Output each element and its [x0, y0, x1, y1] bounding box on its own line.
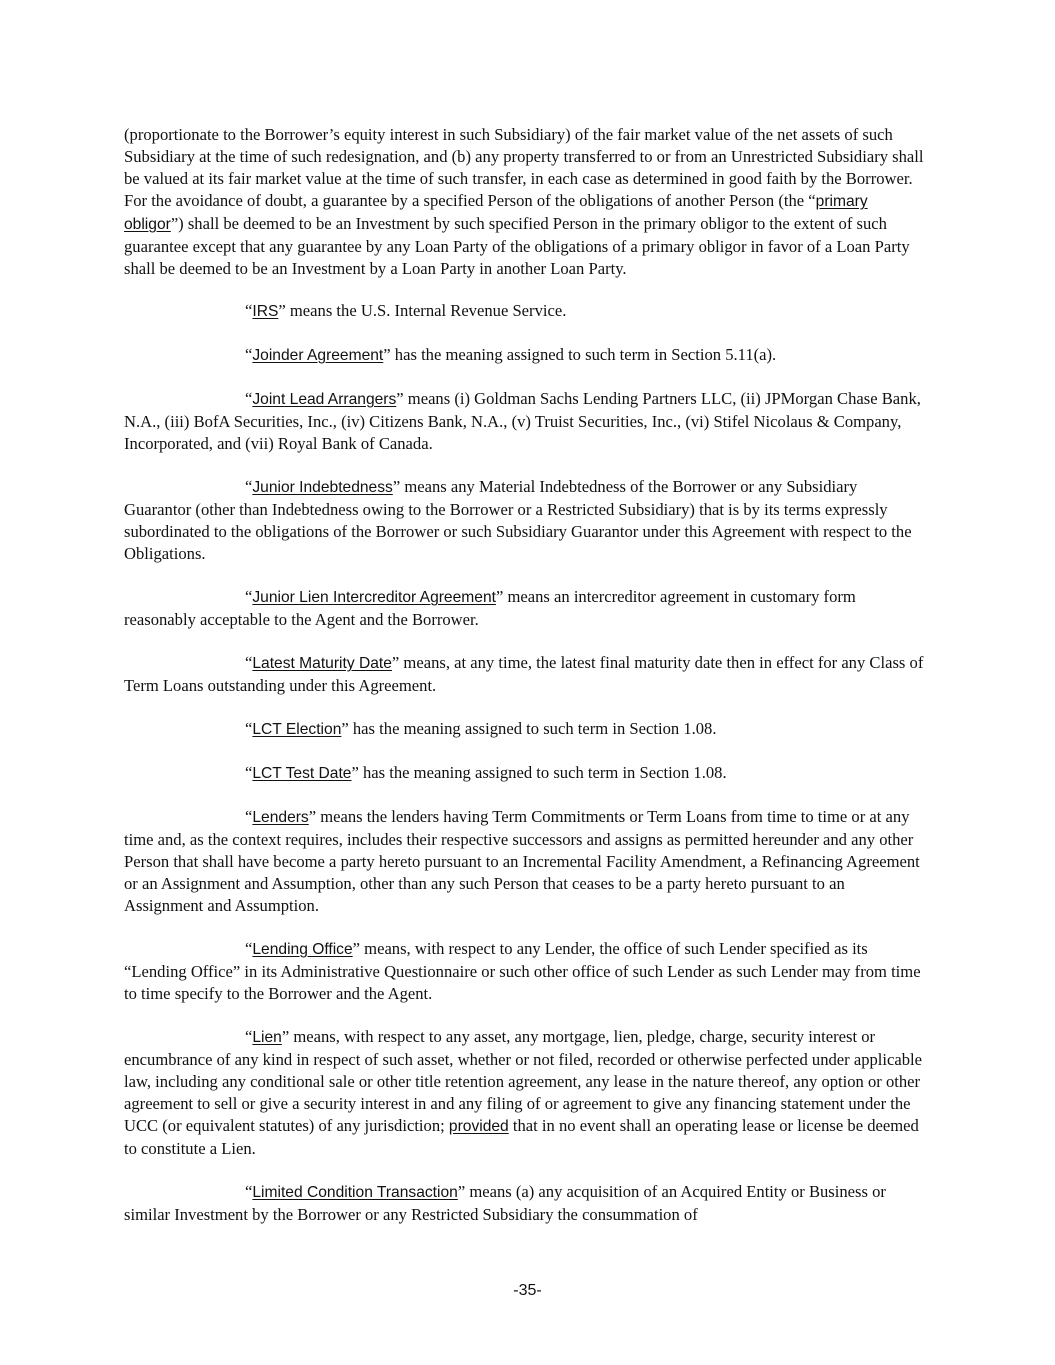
paragraph-investment-continuation: (proportionate to the Borrower’s equity interest in such Subsidiary) of the fair market value of the net assets of such Subsidiary at the time of such redesignation, and (b) any property transferred to or from an Unrestricted Subsidiary shall be valued at its fair market value at the time of such transfer, in each case as determined in good faith by the Borrower. For the avoidance of doubt, a guarantee by a specified Person of the obligations of another Person (the “primary obligor”) shall be deemed to be an Investment by such specified Person in the primary obligor to the extent of such guarantee except that any guarantee by any Loan Party of the obligations of a primary obligor in favor of a Loan Party shall be deemed to be an Investment by a Loan Party in another Loan Party.	[124, 125, 924, 278]
page-number: -35-	[513, 1282, 542, 1299]
defined-term: Junior Lien Intercreditor Agreement	[252, 589, 496, 606]
definition-limited-condition-transaction: “Limited Condition Transaction” means (a) any acquisition of an Acquired Entity or Business or similar Investment by the Borrower or any Restricted Subsidiary the consummation of	[124, 1182, 886, 1224]
definition-junior-lien-intercreditor-agreement: “Junior Lien Intercreditor Agreement” means an intercreditor agreement in customary form reasonably acceptable to the Agent and the Borrower.	[124, 587, 856, 629]
defined-term: IRS	[252, 303, 279, 320]
definition-latest-maturity-date: “Latest Maturity Date” means, at any time, the latest final maturity date then in effect for any Class of Term Loans outstanding under this Agreement.	[124, 653, 924, 695]
definition-joint-lead-arrangers: “Joint Lead Arrangers” means (i) Goldman Sachs Lending Partners LLC, (ii) JPMorgan Chase Bank, N.A., (iii) BofA Securities, Inc., (iv) Citizens Bank, N.A., (v) Truist Securities, Inc., (vi) Stifel Nicolaus & Company, Incorporated, and (vii) Royal Bank of Canada.	[124, 389, 921, 453]
provided-term: provided	[448, 1118, 509, 1135]
defined-term: primary obligor	[124, 193, 868, 233]
definition-lenders: “Lenders” means the lenders having Term Commitments or Term Loans from time to time or at any time and, as the context requires, includes their respective successors and assigns as permitted hereunder and any other Person that shall have become a party hereto pursuant to an Incremental Facility Amendment, a Refinancing Agreement or an Assignment and Assumption, other than any such Person that ceases to be a party hereto pursuant to an Assignment and Assumption.	[124, 807, 920, 915]
definition-joinder-agreement: “Joinder Agreement” has the meaning assigned to such term in Section 5.11(a).	[245, 345, 777, 364]
defined-term: Joinder Agreement	[252, 347, 384, 364]
defined-term: Lenders	[252, 809, 309, 826]
defined-term: Joint Lead Arrangers	[252, 391, 397, 408]
defined-term: Lending Office	[252, 941, 353, 958]
defined-term: LCT Election	[252, 721, 342, 738]
definition-lct-test-date: “LCT Test Date” has the meaning assigned to such term in Section 1.08.	[245, 763, 727, 782]
defined-term: Lien	[252, 1029, 282, 1046]
definition-lending-office: “Lending Office” means, with respect to any Lender, the office of such Lender specified as its “Lending Office” in its Administrative Questionnaire or such other office of such Lender as such Lender may from time to time specify to the Borrower and the Agent.	[124, 939, 921, 1003]
definition-lct-election: “LCT Election” has the meaning assigned to such term in Section 1.08.	[245, 719, 717, 738]
definition-junior-indebtedness: “Junior Indebtedness” means any Material Indebtedness of the Borrower or any Subsidiary Guarantor (other than Indebtedness owing to the Borrower or a Restricted Subsidiary) that is by its terms expressly subordinated to the obligations of the Borrower or such Subsidiary Guarantor under this Agreement with respect to the Obligations.	[124, 477, 912, 563]
definition-irs: “IRS” means the U.S. Internal Revenue Service.	[245, 301, 567, 320]
defined-term: Limited Condition Transaction	[252, 1184, 458, 1201]
definition-lien: “Lien” means, with respect to any asset, any mortgage, lien, pledge, charge, security interest or encumbrance of any kind in respect of such asset, whether or not filed, recorded or otherwise perfected under applicable law, including any conditional sale or other title retention agreement, any lease in the nature thereof, any option or other agreement to sell or give a security interest in and any filing of or agreement to give any financing statement under the UCC (or equivalent statutes) of any jurisdiction; provided that in no event shall an operating lease or license be deemed to constitute a Lien.	[124, 1027, 923, 1158]
defined-term: LCT Test Date	[252, 765, 352, 782]
document-body	[124, 124, 924, 1247]
defined-term: Junior Indebtedness	[252, 479, 393, 496]
defined-term: Latest Maturity Date	[252, 655, 392, 672]
